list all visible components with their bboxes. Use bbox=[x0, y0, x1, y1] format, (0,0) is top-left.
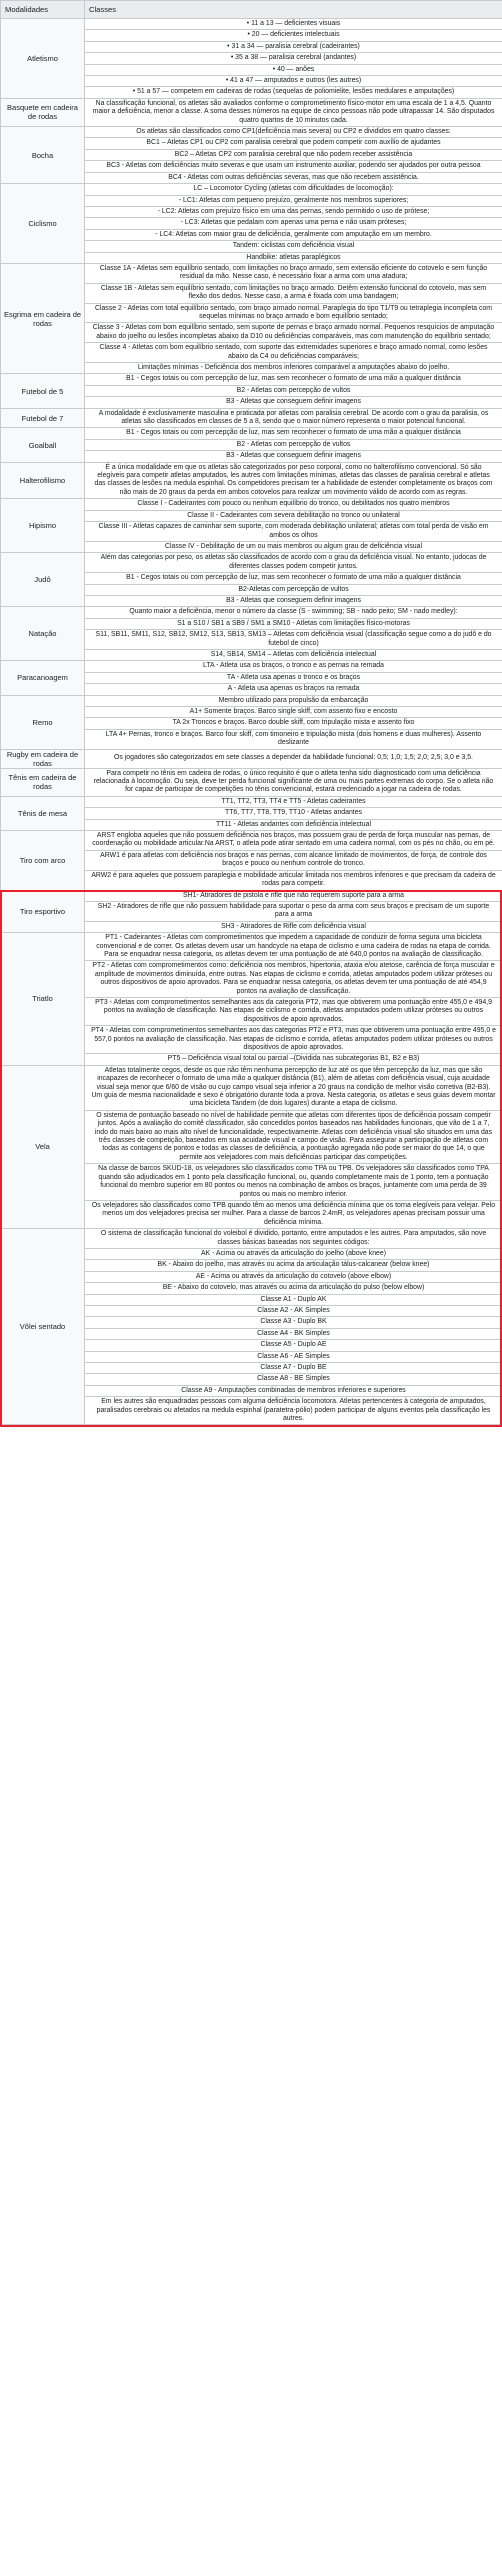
modality-cell: Esgrima em cadeira de rodas bbox=[1, 263, 85, 373]
class-cell: Classe A7 - Duplo BE bbox=[85, 1363, 502, 1374]
header-classes: Classes bbox=[85, 1, 502, 19]
class-cell: BC3 - Atletas com deficiências muito severas e que usam um instrumento auxiliar, podendo ser ajudados por outra pessoa bbox=[85, 161, 502, 172]
table-row bbox=[1, 1065, 502, 1110]
class-cell: SH1- Atiradores de pistola e rifle que não requerem suporte para a arma bbox=[85, 890, 502, 901]
class-cell: - LC3: Atletas que pedalam com apenas uma perna e não usam próteses; bbox=[85, 218, 502, 229]
table-row bbox=[1, 890, 502, 901]
class-cell: TT11 - Atletas andantes com deficiência intelectual bbox=[85, 819, 502, 830]
modality-cell: Tênis de mesa bbox=[1, 796, 85, 830]
class-cell: SH3 - Atiradores de Rifle com deficiência visual bbox=[85, 921, 502, 932]
table-row bbox=[1, 553, 502, 573]
class-cell: Classe A5 - Duplo AE bbox=[85, 1340, 502, 1351]
modality-cell: Futebol de 7 bbox=[1, 408, 85, 428]
modality-cell: Triatlo bbox=[1, 933, 85, 1066]
class-cell: Classe A9 - Amputações combinadas de membros inferiores e superiores bbox=[85, 1385, 502, 1396]
class-cell: Classe 3 - Atletas com bom equilíbrio sentado, sem suporte de pernas e braço armado normal. Pequenos resquícios de amputação abaixo do joelho ou lesões incompletas abaixo da D10 ou deficiências comparáveis, mas com manutenção do equilíbrio sentado; bbox=[85, 323, 502, 343]
class-cell: Classe IV - Debilitação de um ou mais membros ou algum grau de deficiência visual bbox=[85, 541, 502, 552]
class-cell: B2 - Atletas com percepção de vultos bbox=[85, 439, 502, 450]
class-cell: BC2 – Atletas CP2 com paralisia cerebral que não podem receber assistência bbox=[85, 149, 502, 160]
class-cell: Classe II - Cadeirantes com severa debilitação no tronco ou unilateral bbox=[85, 510, 502, 521]
table-body bbox=[1, 19, 502, 1425]
modality-cell: Bocha bbox=[1, 127, 85, 184]
class-cell: Classe III - Atletas capazes de caminhar sem suporte, com moderada debilitação unilateral; atletas com total perda de visão em ambos os olhos bbox=[85, 522, 502, 542]
class-cell: B1 - Cegos totais ou com percepção de luz, mas sem reconhecer o formato de uma mão a qualquer distância bbox=[85, 374, 502, 385]
class-cell: B2 - Atletas com percepção de vultos bbox=[85, 385, 502, 396]
class-cell: AE - Acima ou através da articulação do cotovelo (above elbow) bbox=[85, 1271, 502, 1282]
class-cell: O sistema de classificação funcional do voleibol é dividido, portanto, entre amputados e les autres. Para amputados, são nove classes básicas baseadas nos seguintes códigos: bbox=[85, 1229, 502, 1249]
class-cell: BK - Abaixo do joelho, mas através ou acima da articulação tálus-calcanear (below knee) bbox=[85, 1260, 502, 1271]
table-row bbox=[1, 831, 502, 851]
table-row bbox=[1, 695, 502, 706]
table-row bbox=[1, 933, 502, 961]
modality-cell: Natação bbox=[1, 607, 85, 661]
class-cell: TT6, TT7, TT8, TT9, TT10 - Atletas andantes bbox=[85, 808, 502, 819]
class-cell: Handbike: atletas paraplégicos bbox=[85, 252, 502, 263]
modality-cell: Rugby em cadeira de rodas bbox=[1, 749, 85, 768]
class-cell: Na classe de barcos SKUD-18, os velejadores são classificados como TPA ou TPB. Os velejadores são classificados como TPA quando são adjudicados em 1 ponto pela classificação funcional, ou, quando completamente mais de 1 ponto, tem a pontuação funcional do membro superior em 80 pontos ou menos na combinação de ambos os braços, juntamente com uma perda de 39 pontos ou mais no membro inferior. bbox=[85, 1164, 502, 1201]
class-cell: S14, SB14, SM14 – Atletas com deficiência intelectual bbox=[85, 649, 502, 660]
table-row bbox=[1, 462, 502, 499]
modality-cell: Tiro com arco bbox=[1, 831, 85, 890]
class-cell: Atletas totalmente cegos, desde os que não têm nenhuma percepção de luz até os que têm percepção da luz, mas que são incapazes de reconhecer o formato de uma mão a qualquer distância (B1), além de atletas com deficiência visual, cuja acuidade visual seja menor que 6/60 de visão ou cujo campo visual seja inferior a 20 graus na condição de melhor visão corretiva (B2-B3). Um guia de mesma nacionalidade e sexo é obrigatório durante toda a prova. Nesta categoria, os atletas e seus guias devem montar uma bicicleta Tandem (de dois lugares) durante a etapa de ciclismo. bbox=[85, 1065, 502, 1110]
class-cell: • 35 a 38 — paralisia cerebral (andantes) bbox=[85, 53, 502, 64]
class-cell: PT1 - Cadeirantes - Atletas com comprometimentos que impedem a capacidade de conduzir de forma segura uma bicicleta convencional e de correr. Os atletas devem usar um handcycle na etapa de ciclismo e uma cadeira de rodas na etapa de corrida. Para se enquadrar nessa categoria, os atletas devem ter uma pontuação de até 640,0 pontos na avaliação de classificação. bbox=[85, 933, 502, 961]
class-cell: ARW1 é para atletas com deficiência nos braços e nas pernas, com alcance limitado de movimentos, de força, de controle dos braços e pouco ou nenhum controle do tronco. bbox=[85, 850, 502, 870]
class-cell: O sistema de pontuação baseado no nível de habilidade permite que atletas com diferentes tipos de deficiência possam competir juntos. Após a avaliação do comitê classificador, são concedidos pontos baseados nas habilidades funcionais, que vão de 1 a 7, indo do mais baixo ao mais alto nível de funcionalidade, respectivamente. Atletas com deficiência visual são situados em uma das três classes de competição, baseados em sua acuidade visual e campo de visão. Para assegurar a participação de atletas com todas as contagens de pontos e todas as classes de deficiência, a pontuação agregada não pode ser maior do que 14, o que permite aos velejadores com mais deficiências participar das competições. bbox=[85, 1110, 502, 1163]
class-cell: PT3 - Atletas com comprometimentos semelhantes aos da categoria PT2, mas que obtiverem uma pontuação entre 455,0 e 494,9 pontos na avaliação de classificação. Nas etapas de ciclismo e corrida, atletas amputados podem utilizar próteses ou outros dispositivos de apoio aprovados. bbox=[85, 997, 502, 1025]
class-cell: A - Atleta usa apenas os braços na remada bbox=[85, 684, 502, 695]
class-cell: TA 2x Troncos e braços. Barco double skiff, com tripulação mista e assento fixo bbox=[85, 718, 502, 729]
table-row bbox=[1, 796, 502, 807]
table-row bbox=[1, 98, 502, 126]
table-row bbox=[1, 1229, 502, 1249]
class-cell: Os jogadores são categorizados em sete classes a depender da habilidade funcional: 0,5; 1,0; 1,5; 2,0; 2,5; 3,0 e 3,5. bbox=[85, 749, 502, 768]
modality-cell: Paracanoagem bbox=[1, 661, 85, 695]
table-row bbox=[1, 184, 502, 195]
header-modality: Modalidades bbox=[1, 1, 85, 19]
modality-cell: Halterofilismo bbox=[1, 462, 85, 499]
class-cell: Classe I - Cadeirantes com pouco ou nenhum equilíbrio do tronco, ou debilitados nos quatro membros bbox=[85, 499, 502, 510]
class-cell: PT4 - Atletas com comprometimentos semelhantes aos das categorias PT2 e PT3, mas que obtiverem uma pontuação entre 495,0 e 557,0 pontos na avaliação de classificação. Nas etapas de ciclismo e corrida, atletas amputados podem utilizar próteses ou outros dispositivos de apoio aprovados. bbox=[85, 1026, 502, 1054]
class-cell: PT2 - Atletas com comprometimentos como: deficiência nos membros, hipertonia, ataxia e/ou atetose, carência de força muscular e amplitude de movimentos diminuída, entre outras. Nas etapas de ciclismo e corrida, atletas amputados podem utilizar próteses ou outros dispositivos de apoio aprovados. Para se enquadrar nessa categoria, os atletas devem ter uma pontuação de até 454,9 pontos na avaliação de classificação. bbox=[85, 961, 502, 998]
modality-cell: Judô bbox=[1, 553, 85, 607]
class-cell: AK - Acima ou através da articulação do joelho (above knee) bbox=[85, 1248, 502, 1259]
class-cell: Os velejadores são classificados como TPB quando têm ao menos uma deficiência mínima que os torna elegíveis para velejar. Pelo menos um dos velejadores precisa ser mulher. Para a classe de barcos 2.4mR, os velejadores apenas precisam possuir uma deficiência mínima. bbox=[85, 1200, 502, 1228]
class-cell: • 11 a 13 — deficientes visuais bbox=[85, 19, 502, 30]
class-cell: A1+ Somente braços. Barco single skiff, com assento fixo e encosto bbox=[85, 707, 502, 718]
class-cell: S11, SB11, SM11, S12, SB12, SM12, S13, SB13, SM13 – Atletas com deficiência visual (classificação segue como a do judô e do futebol de cinco) bbox=[85, 630, 502, 650]
table-row bbox=[1, 768, 502, 796]
class-cell: B3 - Atletas que conseguem definir imagens bbox=[85, 397, 502, 408]
table-row bbox=[1, 428, 502, 439]
class-cell: Na classificação funcional, os atletas são avaliados conforme o comprometimento físico-motor em uma escala de 1 a 4,5. Quanto maior a deficiência, menor a classe. A soma desses números na equipe de cinco pessoas não pode ultrapassar 14. São disputados quatro quartos de 10 minutos cada. bbox=[85, 98, 502, 126]
class-cell: Quanto maior a deficiência, menor o número da classe (S - swimming; SB - nado peito; SM - nado medley): bbox=[85, 607, 502, 618]
class-cell: • 41 a 47 — amputados e outros (les autres) bbox=[85, 76, 502, 87]
class-cell: Limitações mínimas - Deficiência dos membros inferiores comparável a amputações abaixo do joelho. bbox=[85, 363, 502, 374]
header-row bbox=[1, 1, 502, 19]
class-cell: A modalidade é exclusivamente masculina e praticada por atletas com paralisia cerebral. De acordo com o grau da paralisia, os atletas são classificados em classes de 5 a 8, sendo que o maior número representa o maior potencial funcional. bbox=[85, 408, 502, 428]
modality-cell: Atletismo bbox=[1, 19, 85, 99]
class-cell: B2-Atletas com percepção de vultos bbox=[85, 584, 502, 595]
class-cell: ARST engloba aqueles que não possuem deficiência nos braços, mas possuem grau de perda de força muscular nas pernas, de coordenação ou mobilidade articular.Na ARST, o atleta pode atirar sentado em uma cadeira normal, com os pés no chão, ou em pé. bbox=[85, 831, 502, 851]
class-cell: Classe 2 - Atletas com total equilíbrio sentado, com braço armado normal. Paraplegia do tipo T1/T9 ou tetraplegia incompleta com sequelas mínimas no braço armado e bom equilíbrio sentado; bbox=[85, 303, 502, 323]
table-row bbox=[1, 374, 502, 385]
class-cell: Classe A3 - Duplo BK bbox=[85, 1317, 502, 1328]
class-cell: Classe A2 - AK Simples bbox=[85, 1305, 502, 1316]
modality-cell: Ciclismo bbox=[1, 184, 85, 264]
class-cell: Para competir no tênis em cadeira de rodas, o único requisito é que o atleta tenha sido diagnosticado com uma deficiência relacionada à locomoção. Ou seja, deve ter perda funcional significante de uma ou mais partes extremas do corpo. Se o atleta não for capaz de participar de competições no tênis convencional, estará credenciado a jogar na cadeira de rodas. bbox=[85, 768, 502, 796]
class-cell: B3 - Atletas que conseguem definir imagens bbox=[85, 451, 502, 462]
class-cell: B1 - Cegos totais ou com percepção de luz, mas sem reconhecer o formato de uma mão a qualquer distância bbox=[85, 428, 502, 439]
class-cell: PT5 – Deficiência visual total ou parcial –(Dividida nas subcategorias B1, B2 e B3) bbox=[85, 1054, 502, 1065]
class-cell: Classe A8 - BE Simples bbox=[85, 1374, 502, 1385]
class-cell: • 51 a 57 — competem em cadeiras de rodas (sequelas de poliomielite, lesões medulares e amputações) bbox=[85, 87, 502, 98]
class-cell: B3 - Atletas que conseguem definir imagens bbox=[85, 595, 502, 606]
modality-cell: Tênis em cadeira de rodas bbox=[1, 768, 85, 796]
modality-cell: Tiro esportivo bbox=[1, 890, 85, 933]
class-cell: S1 a S10 / SB1 a SB9 / SM1 a SM10 - Atletas com limitações físico-motoras bbox=[85, 618, 502, 629]
modality-cell: Remo bbox=[1, 695, 85, 749]
class-cell: É a única modalidade em que os atletas são categorizados por peso corporal, como no halterofilismo convencional. Só são elegíveis para competir atletas amputados, les autres com limitações mínimas, atletas das classes de paralisia cerebral e atletas das classes de lesões na medula espinhal. Os competidores precisam ter a habilidade de estender completamente os braços com não mais de 20 graus da perda em ambos cotovelos para realizar um movimento válido de acordo com as regras. bbox=[85, 462, 502, 499]
class-cell: Classe 1B - Atletas sem equilíbrio sentado, com limitações no braço armado. Detêm extensão funcional do cotovelo, mas sem flexão dos dedos. Nesse caso, a arma é fixada com uma bandagem; bbox=[85, 283, 502, 303]
class-cell: - LC2: Atletas com prejuízo físico em uma das pernas, sendo permitido o uso de prótese; bbox=[85, 206, 502, 217]
class-cell: LTA - Atleta usa os braços, o tronco e as pernas na remada bbox=[85, 661, 502, 672]
modality-cell: Vôlei sentado bbox=[1, 1229, 85, 1425]
table-row bbox=[1, 19, 502, 30]
modality-cell: Vela bbox=[1, 1065, 85, 1228]
class-cell: Classe 1A - Atletas sem equilíbrio sentado, com limitações no braço armado, sem extensão eficiente do cotovelo e sem função residual da mão. Nesse caso, é necessário fixar a arma com uma atadura; bbox=[85, 263, 502, 283]
modality-cell: Futebol de 5 bbox=[1, 374, 85, 408]
table-row bbox=[1, 499, 502, 510]
class-cell: Classe 4 - Atletas com bom equilíbrio sentado, com suporte das extremidades superiores e braço armado normal, como lesões abaixo da C4 ou deficiências comparáveis; bbox=[85, 343, 502, 363]
class-cell: LTA 4+ Pernas, tronco e braços. Barco four skiff, com timoneiro e tripulação mista (dois homens e duas mulheres). Assento deslizante bbox=[85, 729, 502, 749]
class-cell: - LC4: Atletas com maior grau de deficiência, geralmente com amputação em um membro. bbox=[85, 229, 502, 240]
class-cell: Classe A1 - Duplo AK bbox=[85, 1294, 502, 1305]
class-cell: Tandem: ciclistas com deficiência visual bbox=[85, 241, 502, 252]
table-row bbox=[1, 607, 502, 618]
table-row bbox=[1, 661, 502, 672]
class-cell: Classe A6 - AE Simples bbox=[85, 1351, 502, 1362]
table-row bbox=[1, 749, 502, 768]
class-cell: - LC1: Atletas com pequeno prejuízo, geralmente nos membros superiores; bbox=[85, 195, 502, 206]
class-cell: Os atletas são classificados como CP1(deficiência mais severa) ou CP2 e divididos em quatro classes: bbox=[85, 127, 502, 138]
class-cell: B1 - Cegos totais ou com percepção de luz, mas sem reconhecer o formato de uma mão a qualquer distância bbox=[85, 573, 502, 584]
class-cell: • 31 a 34 — paralisia cerebral (cadeirantes) bbox=[85, 41, 502, 52]
table-row bbox=[1, 127, 502, 138]
class-cell: TA - Atleta usa apenas o tronco e os braços bbox=[85, 672, 502, 683]
class-cell: Membro utilizado para propulsão da embarcação bbox=[85, 695, 502, 706]
class-cell: Em les autres são enquadradas pessoas com alguma deficiência locomotora. Atletas pertencentes à categoria de amputados, paralisados cerebrais ou afetados na medula espinhal (paratetra-pólio) podem participar de alguns eventos pela classificação les autres. bbox=[85, 1397, 502, 1425]
modality-cell: Goalball bbox=[1, 428, 85, 462]
class-cell: BC4 - Atletas com outras deficiências severas, mas que não recebem assistência. bbox=[85, 172, 502, 183]
modality-cell: Hipismo bbox=[1, 499, 85, 553]
class-cell: Classe A4 - BK Simples bbox=[85, 1328, 502, 1339]
class-cell: BE - Abaixo do cotovelo, mas através ou acima da articulação do pulso (below elbow) bbox=[85, 1283, 502, 1294]
class-cell: • 40 — anões bbox=[85, 64, 502, 75]
class-cell: BC1 – Atletas CP1 ou CP2 com paralisia cerebral que podem competir com auxílio de ajudantes bbox=[85, 138, 502, 149]
class-cell: LC – Locomotor Cycling (atletas com dificuldades de locomoção): bbox=[85, 184, 502, 195]
class-cell: TT1, TT2, TT3, TT4 e TT5 - Atletas cadeirantes bbox=[85, 796, 502, 807]
class-cell: Além das categorias por peso, os atletas são classificados de acordo com o grau da deficiência visual. No entanto, judocas de diferentes classes podem competir juntos. bbox=[85, 553, 502, 573]
table-row bbox=[1, 263, 502, 283]
class-cell: SH2 - Atiradores de rifle que não possuem habilidade para suportar o peso da arma com seus braços e precisam de um suporte para a arma bbox=[85, 901, 502, 921]
class-cell: • 20 — deficientes intelectuais bbox=[85, 30, 502, 41]
class-cell: ARW2 é para aqueles que possuem paraplegia e mobilidade articular limitada nos membros inferiores e que precisam da cadeira de rodas para competir. bbox=[85, 870, 502, 890]
modality-cell: Basquete em cadeira de rodas bbox=[1, 98, 85, 126]
table-row bbox=[1, 408, 502, 428]
